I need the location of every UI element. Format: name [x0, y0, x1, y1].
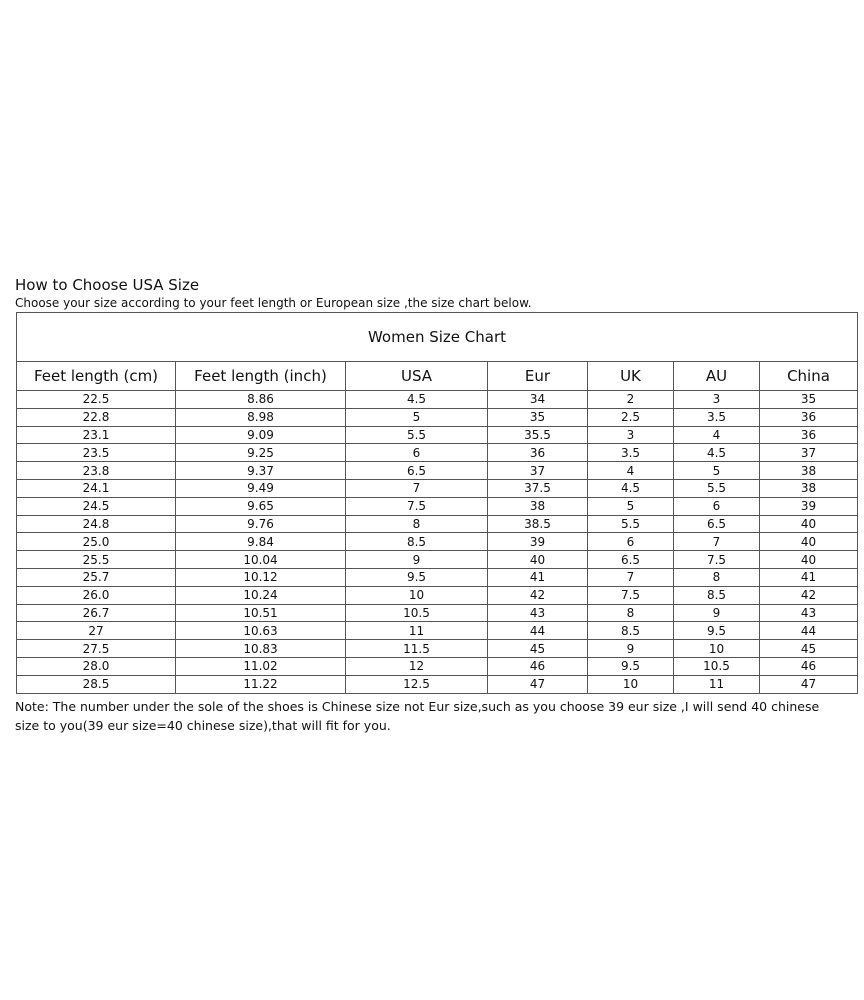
table-cell: 24.5	[17, 497, 176, 515]
table-row	[17, 622, 858, 640]
table-cell: 3	[674, 391, 760, 409]
table-cell: 9.5	[674, 622, 760, 640]
table-cell: 9	[674, 604, 760, 622]
table-row	[17, 426, 858, 444]
table-cell: 10.51	[176, 604, 346, 622]
table-cell: 9.65	[176, 497, 346, 515]
header-row	[17, 362, 858, 391]
column-header: Feet length (cm)	[17, 362, 176, 391]
table-cell: 23.5	[17, 444, 176, 462]
table-cell: 46	[488, 657, 588, 675]
table-cell: 24.8	[17, 515, 176, 533]
table-cell: 3.5	[588, 444, 674, 462]
table-cell: 40	[760, 533, 858, 551]
table-cell: 4.5	[588, 479, 674, 497]
table-cell: 23.1	[17, 426, 176, 444]
table-caption: Women Size Chart	[17, 313, 858, 362]
table-cell: 35.5	[488, 426, 588, 444]
table-cell: 22.8	[17, 408, 176, 426]
table-cell: 7.5	[346, 497, 488, 515]
column-header: Eur	[488, 362, 588, 391]
table-cell: 9.5	[588, 657, 674, 675]
table-cell: 9.49	[176, 479, 346, 497]
table-cell: 5	[674, 462, 760, 480]
table-cell: 11	[674, 675, 760, 693]
table-cell: 28.5	[17, 675, 176, 693]
table-cell: 45	[488, 640, 588, 658]
table-cell: 12	[346, 657, 488, 675]
table-cell: 10.83	[176, 640, 346, 658]
table-cell: 9.25	[176, 444, 346, 462]
table-cell: 5	[346, 408, 488, 426]
table-cell: 9	[588, 640, 674, 658]
table-row	[17, 533, 858, 551]
table-cell: 6	[588, 533, 674, 551]
table-row	[17, 586, 858, 604]
table-cell: 9.84	[176, 533, 346, 551]
table-cell: 11.22	[176, 675, 346, 693]
table-cell: 5.5	[346, 426, 488, 444]
table-cell: 8.98	[176, 408, 346, 426]
table-cell: 4.5	[674, 444, 760, 462]
table-cell: 10	[674, 640, 760, 658]
table-cell: 25.5	[17, 551, 176, 569]
table-cell: 46	[760, 657, 858, 675]
table-cell: 10.12	[176, 568, 346, 586]
table-cell: 12.5	[346, 675, 488, 693]
column-header: USA	[346, 362, 488, 391]
table-row	[17, 408, 858, 426]
table-cell: 47	[488, 675, 588, 693]
table-cell: 25.0	[17, 533, 176, 551]
table-row	[17, 515, 858, 533]
table-cell: 38	[760, 479, 858, 497]
table-cell: 9.76	[176, 515, 346, 533]
column-header: Feet length (inch)	[176, 362, 346, 391]
table-cell: 6.5	[674, 515, 760, 533]
table-cell: 10	[588, 675, 674, 693]
table-cell: 35	[760, 391, 858, 409]
table-cell: 11.02	[176, 657, 346, 675]
table-cell: 10	[346, 586, 488, 604]
table-cell: 43	[488, 604, 588, 622]
table-cell: 39	[760, 497, 858, 515]
table-cell: 8	[588, 604, 674, 622]
table-cell: 10.5	[674, 657, 760, 675]
table-cell: 4.5	[346, 391, 488, 409]
table-cell: 27	[17, 622, 176, 640]
table-cell: 44	[760, 622, 858, 640]
table-cell: 8.5	[346, 533, 488, 551]
table-cell: 9.09	[176, 426, 346, 444]
table-cell: 6	[674, 497, 760, 515]
table-cell: 11.5	[346, 640, 488, 658]
table-cell: 47	[760, 675, 858, 693]
table-row	[17, 675, 858, 693]
table-body	[17, 391, 858, 694]
table-cell: 23.8	[17, 462, 176, 480]
table-cell: 7	[674, 533, 760, 551]
table-cell: 28.0	[17, 657, 176, 675]
table-cell: 44	[488, 622, 588, 640]
table-cell: 10.04	[176, 551, 346, 569]
table-cell: 4	[674, 426, 760, 444]
table-cell: 45	[760, 640, 858, 658]
table-cell: 2	[588, 391, 674, 409]
table-cell: 7	[588, 568, 674, 586]
table-cell: 7.5	[674, 551, 760, 569]
table-cell: 26.7	[17, 604, 176, 622]
table-cell: 8	[346, 515, 488, 533]
table-cell: 38	[760, 462, 858, 480]
table-row	[17, 479, 858, 497]
table-cell: 6.5	[346, 462, 488, 480]
table-cell: 10.24	[176, 586, 346, 604]
table-cell: 9.5	[346, 568, 488, 586]
table-cell: 22.5	[17, 391, 176, 409]
table-cell: 11	[346, 622, 488, 640]
table-cell: 40	[760, 515, 858, 533]
table-cell: 40	[760, 551, 858, 569]
table-cell: 9.37	[176, 462, 346, 480]
table-cell: 6.5	[588, 551, 674, 569]
table-cell: 5.5	[588, 515, 674, 533]
table-row	[17, 657, 858, 675]
table-row	[17, 462, 858, 480]
table-row	[17, 640, 858, 658]
table-cell: 5.5	[674, 479, 760, 497]
page-subtitle: Choose your size according to your feet length or European size ,the size chart below.	[15, 296, 532, 310]
table-cell: 7.5	[588, 586, 674, 604]
table-cell: 8	[674, 568, 760, 586]
table-cell: 35	[488, 408, 588, 426]
table-cell: 37	[760, 444, 858, 462]
table-cell: 5	[588, 497, 674, 515]
table-cell: 8.5	[674, 586, 760, 604]
table-cell: 10.5	[346, 604, 488, 622]
table-cell: 41	[488, 568, 588, 586]
table-row	[17, 444, 858, 462]
table-row	[17, 604, 858, 622]
table-cell: 3	[588, 426, 674, 444]
size-chart-table	[16, 312, 858, 694]
table-cell: 37.5	[488, 479, 588, 497]
table-cell: 37	[488, 462, 588, 480]
table-cell: 10.63	[176, 622, 346, 640]
table-cell: 36	[488, 444, 588, 462]
table-cell: 24.1	[17, 479, 176, 497]
table-cell: 9	[346, 551, 488, 569]
table-row	[17, 391, 858, 409]
table-cell: 3.5	[674, 408, 760, 426]
table-row	[17, 497, 858, 515]
table-cell: 41	[760, 568, 858, 586]
table-cell: 8.5	[588, 622, 674, 640]
column-header: AU	[674, 362, 760, 391]
table-cell: 42	[488, 586, 588, 604]
table-cell: 38	[488, 497, 588, 515]
table-cell: 25.7	[17, 568, 176, 586]
table-row	[17, 551, 858, 569]
table-cell: 36	[760, 426, 858, 444]
table-cell: 8.86	[176, 391, 346, 409]
table-cell: 26.0	[17, 586, 176, 604]
table-cell: 27.5	[17, 640, 176, 658]
table-cell: 43	[760, 604, 858, 622]
table-cell: 2.5	[588, 408, 674, 426]
table-cell: 40	[488, 551, 588, 569]
table-cell: 42	[760, 586, 858, 604]
table-cell: 7	[346, 479, 488, 497]
page-title: How to Choose USA Size	[15, 276, 200, 294]
table-cell: 4	[588, 462, 674, 480]
table-cell: 39	[488, 533, 588, 551]
table-cell: 36	[760, 408, 858, 426]
column-header: China	[760, 362, 858, 391]
sizing-note: Note: The number under the sole of the shoes is Chinese size not Eur size,such as you choose 39 eur size ,I will send 40 chinese size to you(39 eur size=40 chinese size),that will fit for you.	[15, 699, 820, 733]
column-header: UK	[588, 362, 674, 391]
table-cell: 6	[346, 444, 488, 462]
table-cell: 38.5	[488, 515, 588, 533]
table-cell: 34	[488, 391, 588, 409]
table-row	[17, 568, 858, 586]
